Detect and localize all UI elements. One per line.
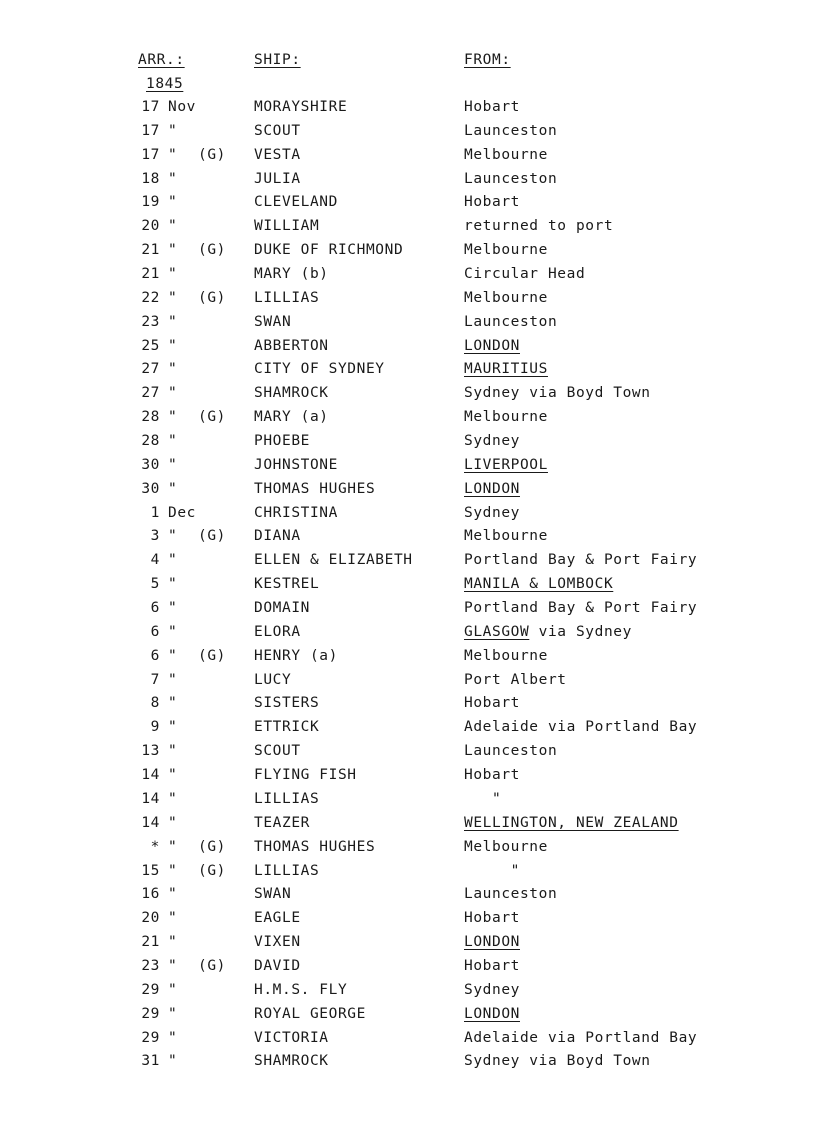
ship-name: ELORA (254, 623, 301, 640)
origin-port-text: " (464, 862, 520, 879)
arrival-month: " (168, 934, 178, 951)
arrival-day: 23 (141, 957, 160, 974)
origin-port (464, 385, 651, 401)
arrival-month: " (168, 170, 178, 187)
arrival-month: " (168, 957, 178, 974)
origin-port-text: Circular Head (464, 266, 586, 283)
arrival-month: " (168, 1053, 178, 1070)
ship-name: VESTA (254, 146, 301, 163)
arrival-row (0, 910, 816, 934)
origin-port-text: MANILA & LOMBOCK (464, 576, 614, 593)
origin-port-text: Launceston (464, 122, 558, 139)
column-header-row (0, 52, 816, 72)
origin-port-text: Portland Bay & Port Fairy (464, 600, 698, 617)
arrival-day: 16 (141, 886, 160, 903)
origin-port (464, 767, 520, 783)
ship-name: LILLIAS (254, 862, 320, 879)
arrival-row (0, 481, 816, 505)
ship-name: SCOUT (254, 122, 301, 139)
arrival-month: " (168, 910, 178, 927)
origin-port (464, 194, 520, 210)
arrival-row (0, 886, 816, 910)
origin-port-text: " (464, 790, 502, 807)
ship-name: PHOEBE (254, 433, 310, 450)
arrival-month: " (168, 218, 178, 235)
arrival-day: 30 (141, 456, 160, 473)
arrival-row (0, 863, 816, 887)
arrival-month: " (168, 433, 178, 450)
arrival-month: " (168, 552, 178, 569)
origin-port-text: GLASGOW (464, 623, 530, 640)
arrival-day: 21 (141, 266, 160, 283)
origin-port (464, 1053, 651, 1069)
ship-name: WILLIAM (254, 218, 320, 235)
arrival-row (0, 194, 816, 218)
arrival-month: " (168, 361, 178, 378)
ship-name: DAVID (254, 957, 301, 974)
arrival-month: Dec (168, 504, 196, 521)
ship-name: LILLIAS (254, 289, 320, 306)
arrival-row (0, 1030, 816, 1054)
arrival-month: " (168, 719, 178, 736)
arrival-day: 1 (150, 504, 160, 521)
ship-name: DUKE OF RICHMOND (254, 242, 404, 259)
arrival-row (0, 314, 816, 338)
origin-port-text: Sydney (464, 504, 520, 521)
arrival-row (0, 528, 816, 552)
ship-name: HENRY (a) (254, 647, 338, 664)
arrival-day: 17 (141, 122, 160, 139)
ship-name: ELLEN & ELIZABETH (254, 552, 413, 569)
arrival-day: 3 (150, 528, 160, 545)
origin-port (464, 910, 520, 926)
arrival-day: 13 (141, 743, 160, 760)
arrival-day: 27 (141, 361, 160, 378)
geelong-marker: (G) (198, 862, 226, 879)
origin-port (464, 457, 548, 473)
arrival-day: 6 (150, 600, 160, 617)
origin-port (464, 648, 548, 664)
ship-name: THOMAS HUGHES (254, 480, 376, 497)
arrival-day: 5 (150, 576, 160, 593)
arrival-row (0, 266, 816, 290)
geelong-marker: (G) (198, 957, 226, 974)
arrival-day: 7 (150, 671, 160, 688)
arrival-day: 30 (141, 480, 160, 497)
arrival-row (0, 815, 816, 839)
arrival-day: 6 (150, 647, 160, 664)
geelong-marker: (G) (198, 242, 226, 259)
arrival-row (0, 934, 816, 958)
arrival-day: 20 (141, 910, 160, 927)
arrival-day: 20 (141, 218, 160, 235)
ship-name: ROYAL GEORGE (254, 1005, 366, 1022)
arrival-day: 29 (141, 981, 160, 998)
arrival-row (0, 242, 816, 266)
origin-port (464, 743, 557, 759)
origin-port (464, 433, 520, 449)
origin-port-suffix: via Sydney (529, 623, 632, 640)
arrival-month: " (168, 838, 178, 855)
ship-name: LUCY (254, 671, 292, 688)
origin-port (464, 242, 548, 258)
ship-name: VIXEN (254, 934, 301, 951)
origin-port-text: Melbourne (464, 409, 548, 426)
ship-name: SWAN (254, 886, 292, 903)
origin-port-text: Melbourne (464, 528, 548, 545)
arrival-row (0, 672, 816, 696)
origin-port-text: LONDON (464, 934, 520, 951)
arrival-day: 17 (141, 99, 160, 115)
arrival-day: 14 (141, 790, 160, 807)
arrival-day: 29 (141, 1029, 160, 1046)
origin-port-text: Sydney (464, 981, 520, 998)
arrival-day: 28 (141, 409, 160, 426)
arrival-day: 25 (141, 337, 160, 354)
arrival-month: " (168, 767, 178, 784)
ship-name: KESTREL (254, 576, 320, 593)
geelong-marker: (G) (198, 409, 226, 426)
origin-port-text: LIVERPOOL (464, 456, 548, 473)
arrival-month: " (168, 337, 178, 354)
origin-port-text: Hobart (464, 99, 520, 115)
origin-port (464, 934, 520, 950)
ship-name: H.M.S. FLY (254, 981, 348, 998)
ship-name: ABBERTON (254, 337, 329, 354)
arrival-day: 14 (141, 767, 160, 784)
origin-port (464, 123, 557, 139)
ship-name: EAGLE (254, 910, 301, 927)
arrival-month: " (168, 576, 178, 593)
origin-port (464, 171, 557, 187)
origin-port-text: Hobart (464, 695, 520, 712)
arrival-row (0, 409, 816, 433)
arrival-row (0, 695, 816, 719)
arrival-row (0, 290, 816, 314)
ship-name: VICTORIA (254, 1029, 329, 1046)
origin-port (464, 361, 548, 377)
ship-name: DIANA (254, 528, 301, 545)
origin-port-text: Sydney via Boyd Town (464, 385, 651, 402)
origin-port-text: Melbourne (464, 289, 548, 306)
arrival-month: " (168, 743, 178, 760)
arrival-month: " (168, 1029, 178, 1046)
geelong-marker: (G) (198, 528, 226, 545)
origin-port-text: Launceston (464, 170, 558, 187)
arrival-row (0, 1053, 816, 1077)
arrival-row (0, 338, 816, 362)
arrival-row (0, 99, 816, 123)
arrival-month: " (168, 1005, 178, 1022)
ship-name: JULIA (254, 170, 301, 187)
arrival-row (0, 767, 816, 791)
origin-port-text: Adelaide via Portland Bay (464, 719, 698, 736)
origin-port (464, 147, 548, 163)
origin-port-text: Sydney (464, 433, 520, 450)
arrival-row (0, 958, 816, 982)
arrival-month: " (168, 242, 178, 259)
ship-name: SWAN (254, 313, 292, 330)
origin-port-text: Hobart (464, 194, 520, 211)
origin-port-text: Launceston (464, 313, 558, 330)
arrival-month: " (168, 528, 178, 545)
origin-port-text: Hobart (464, 910, 520, 927)
arrival-day: 14 (141, 814, 160, 831)
arrival-day: 6 (150, 623, 160, 640)
ship-name: SCOUT (254, 743, 301, 760)
arrival-row (0, 576, 816, 600)
origin-port-text: Launceston (464, 743, 558, 760)
origin-port (464, 791, 501, 807)
arrival-row (0, 839, 816, 863)
origin-port (464, 481, 520, 497)
arrival-month: " (168, 981, 178, 998)
arrival-day: 27 (141, 385, 160, 402)
origin-port (464, 290, 548, 306)
arrival-month: " (168, 385, 178, 402)
origin-port-text: Sydney via Boyd Town (464, 1053, 651, 1070)
ship-name: CLEVELAND (254, 194, 338, 211)
arrival-month: " (168, 814, 178, 831)
origin-port (464, 600, 697, 616)
ship-name: SHAMROCK (254, 1053, 329, 1070)
origin-port-text: LONDON (464, 480, 520, 497)
origin-port-text: LONDON (464, 1005, 520, 1022)
arrival-month: " (168, 862, 178, 879)
origin-port (464, 576, 613, 592)
origin-port (464, 1030, 697, 1046)
origin-port (464, 314, 557, 330)
origin-port (464, 672, 567, 688)
origin-port (464, 958, 520, 974)
arrival-row (0, 123, 816, 147)
ship-name: MORAYSHIRE (254, 99, 348, 115)
origin-port-text: Hobart (464, 767, 520, 784)
arrivals-list (0, 99, 816, 1077)
arrival-row (0, 719, 816, 743)
origin-port-text: Hobart (464, 957, 520, 974)
origin-port-text: Melbourne (464, 647, 548, 664)
origin-port (464, 839, 548, 855)
arrival-day: 21 (141, 242, 160, 259)
arrival-month: " (168, 480, 178, 497)
arrival-month: Nov (168, 99, 196, 115)
arrival-day: 29 (141, 1005, 160, 1022)
origin-port-text: LONDON (464, 337, 520, 354)
ship-name: SHAMROCK (254, 385, 329, 402)
arrival-day: 8 (150, 695, 160, 712)
year-heading: 1845 (146, 76, 184, 92)
arrival-day: 22 (141, 289, 160, 306)
arrival-day: 21 (141, 934, 160, 951)
ship-name: ETTRICK (254, 719, 320, 736)
ship-name: SISTERS (254, 695, 320, 712)
arrival-day: 28 (141, 433, 160, 450)
arrival-month: " (168, 647, 178, 664)
arrival-month: " (168, 456, 178, 473)
arrival-row (0, 218, 816, 242)
origin-port (464, 409, 548, 425)
arrival-row (0, 982, 816, 1006)
ship-name: CITY OF SYDNEY (254, 361, 385, 378)
arrival-row (0, 743, 816, 767)
origin-port (464, 886, 557, 902)
origin-port-text: Melbourne (464, 146, 548, 163)
arrival-row (0, 648, 816, 672)
ship-name: TEAZER (254, 814, 310, 831)
arrival-day: 15 (141, 862, 160, 879)
origin-port-text: Melbourne (464, 242, 548, 259)
ship-name: DOMAIN (254, 600, 310, 617)
origin-port (464, 552, 697, 568)
arrival-month: " (168, 409, 178, 426)
arrival-month: " (168, 122, 178, 139)
arrival-day: 31 (141, 1053, 160, 1070)
ship-name: FLYING FISH (254, 767, 357, 784)
arrival-row (0, 791, 816, 815)
arrival-row (0, 1006, 816, 1030)
arrival-month: " (168, 886, 178, 903)
origin-port-text: Adelaide via Portland Bay (464, 1029, 698, 1046)
ship-name: MARY (a) (254, 409, 329, 426)
arrival-row (0, 552, 816, 576)
origin-port (464, 1006, 520, 1022)
geelong-marker: (G) (198, 146, 226, 163)
origin-port (464, 815, 679, 831)
arrival-month: " (168, 695, 178, 712)
arrival-day: 18 (141, 170, 160, 187)
arrival-day: 4 (150, 552, 160, 569)
ship-name: MARY (b) (254, 266, 329, 283)
origin-port (464, 528, 548, 544)
arrival-day: * (150, 838, 160, 855)
geelong-marker: (G) (198, 289, 226, 306)
origin-port-text: Launceston (464, 886, 558, 903)
origin-port-text: Port Albert (464, 671, 567, 688)
from-column-header: FROM: (464, 52, 511, 68)
ship-name: THOMAS HUGHES (254, 838, 376, 855)
arrival-month: " (168, 146, 178, 163)
origin-port-text: Melbourne (464, 838, 548, 855)
geelong-marker: (G) (198, 647, 226, 664)
arrival-day: 17 (141, 146, 160, 163)
arrival-day: 9 (150, 719, 160, 736)
arrival-month: " (168, 289, 178, 306)
arrival-month: " (168, 623, 178, 640)
arrival-row (0, 624, 816, 648)
ship-name: CHRISTINA (254, 504, 338, 521)
arrival-row (0, 457, 816, 481)
origin-port (464, 982, 520, 998)
arrival-row (0, 171, 816, 195)
arrival-row (0, 361, 816, 385)
arrival-month: " (168, 266, 178, 283)
origin-port (464, 338, 520, 354)
origin-port-text: returned to port (464, 218, 614, 235)
arrival-month: " (168, 194, 178, 211)
arrival-month: " (168, 671, 178, 688)
ship-column-header: SHIP: (254, 52, 301, 68)
arrival-day: 23 (141, 313, 160, 330)
arrival-month: " (168, 790, 178, 807)
origin-port (464, 719, 697, 735)
origin-port-text: Portland Bay & Port Fairy (464, 552, 698, 569)
arrival-row (0, 433, 816, 457)
origin-port (464, 218, 613, 234)
origin-port (464, 863, 520, 879)
arrival-row (0, 600, 816, 624)
arrival-month: " (168, 600, 178, 617)
geelong-marker: (G) (198, 838, 226, 855)
origin-port (464, 505, 520, 521)
arrival-row (0, 385, 816, 409)
arrival-row (0, 505, 816, 529)
origin-port-text: MAURITIUS (464, 361, 548, 378)
origin-port (464, 695, 520, 711)
origin-port (464, 99, 520, 115)
origin-port (464, 624, 632, 640)
ship-name: JOHNSTONE (254, 456, 338, 473)
arrival-month: " (168, 313, 178, 330)
origin-port (464, 266, 585, 282)
arr-column-header: ARR.: (138, 52, 185, 68)
arrival-row (0, 147, 816, 171)
ship-name: LILLIAS (254, 790, 320, 807)
origin-port-text: WELLINGTON, NEW ZEALAND (464, 814, 679, 831)
arrival-day: 19 (141, 194, 160, 211)
